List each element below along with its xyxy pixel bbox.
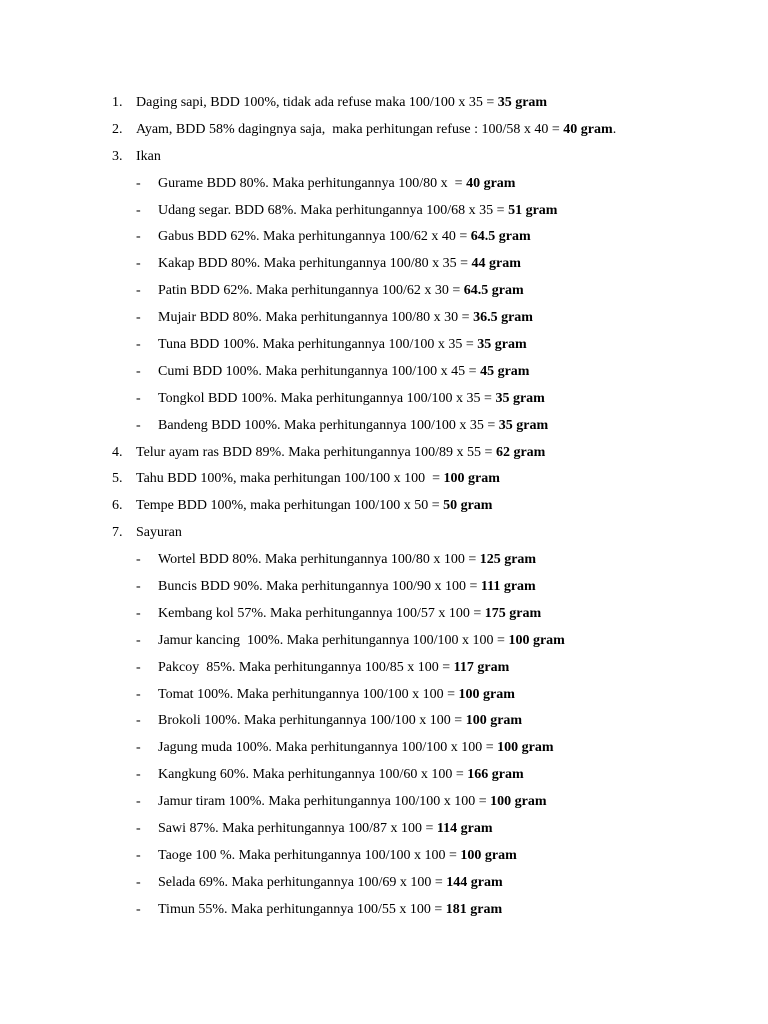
item-text	[158, 577, 536, 597]
item-calculation: Sayuran	[136, 525, 182, 541]
item-text	[158, 631, 565, 651]
item-calculation: Tempe BDD 100%, maka perhitungan 100/100 x 50 =	[136, 498, 444, 514]
item-result: 100 gram	[465, 713, 523, 729]
item-text	[158, 416, 548, 436]
item-text	[158, 174, 515, 194]
sub-list-item	[112, 416, 752, 443]
list-item	[112, 523, 752, 550]
item-result: 51 gram	[508, 202, 558, 218]
item-result: 64.5 gram	[463, 283, 524, 299]
item-result: 100 gram	[508, 632, 565, 648]
dash-bullet: -	[136, 605, 141, 621]
item-text	[158, 900, 502, 920]
item-text	[158, 873, 503, 893]
item-text	[158, 281, 524, 301]
item-result: 125 gram	[479, 552, 537, 568]
dash-bullet: -	[136, 740, 141, 756]
item-text	[158, 227, 531, 247]
item-calculation: Cumi BDD 100%. Maka perhitungannya 100/100 x 45 =	[158, 363, 481, 379]
item-text	[136, 443, 545, 463]
item-result: 35 gram	[498, 417, 549, 433]
item-calculation: Kangkung 60%. Maka perhitungannya 100/60 x 100 =	[158, 767, 468, 783]
item-result: 114 gram	[436, 821, 493, 837]
list-number: 5.	[112, 471, 123, 487]
dash-bullet: -	[136, 632, 141, 648]
item-calculation: Timun 55%. Maka perhitungannya 100/55 x 100 =	[158, 901, 446, 917]
item-calculation: Daging sapi, BDD 100%, tidak ada refuse maka 100/100 x 35 =	[136, 95, 498, 110]
list-number: 7.	[112, 525, 123, 541]
item-calculation: Jamur tiram 100%. Maka perhitungannya 100/100 x 100 =	[158, 794, 491, 810]
sub-list-item	[112, 846, 752, 873]
item-result: 175 gram	[484, 605, 542, 621]
list-number: 2.	[112, 121, 123, 137]
sub-list-item	[112, 738, 752, 765]
dash-bullet: -	[136, 847, 141, 863]
item-result: 35 gram	[495, 390, 545, 406]
item-calculation: Jamur kancing 100%. Maka perhitungannya 100/100 x 100 =	[158, 632, 509, 648]
dash-bullet: -	[136, 659, 141, 675]
item-calculation: Tomat 100%. Maka perhitungannya 100/100 x 100 =	[158, 686, 459, 702]
calculation-list	[112, 93, 752, 927]
item-calculation: Tahu BDD 100%, maka perhitungan 100/100 x 100 =	[136, 471, 444, 487]
dash-bullet: -	[136, 686, 141, 702]
item-text	[158, 308, 533, 328]
dash-bullet: -	[136, 310, 141, 326]
item-result: 64.5 gram	[470, 229, 531, 245]
item-text	[158, 604, 541, 624]
list-number: 4.	[112, 444, 123, 460]
list-item	[112, 93, 752, 120]
sub-list-item	[112, 550, 752, 577]
item-result: 50 gram	[443, 498, 493, 514]
dash-bullet: -	[136, 283, 141, 299]
item-calculation: Tongkol BDD 100%. Maka perhitungannya 100/100 x 35 =	[158, 390, 496, 406]
item-calculation: Brokoli 100%. Maka perhitungannya 100/100 x 100 =	[158, 713, 466, 729]
dash-bullet: -	[136, 363, 141, 379]
item-text	[158, 765, 524, 785]
dash-bullet: -	[136, 821, 141, 837]
item-result: 100 gram	[497, 740, 554, 756]
sub-list-item	[112, 335, 752, 362]
dash-bullet: -	[136, 767, 141, 783]
sub-list-item	[112, 577, 752, 604]
dash-bullet: -	[136, 901, 141, 917]
item-calculation: Ikan	[136, 148, 161, 164]
item-result: 117 gram	[453, 659, 510, 675]
sub-list-item	[112, 685, 752, 712]
item-text	[158, 201, 557, 221]
item-calculation: Wortel BDD 80%. Maka perhitungannya 100/80 x 100 =	[158, 552, 480, 568]
item-calculation: Patin BDD 62%. Maka perhitungannya 100/62 x 30 =	[158, 283, 464, 299]
item-text	[158, 685, 515, 705]
sub-list-item	[112, 227, 752, 254]
dash-bullet: -	[136, 390, 141, 406]
item-text	[158, 738, 554, 758]
sub-list-item	[112, 900, 752, 927]
sub-list-item	[112, 281, 752, 308]
dash-bullet: -	[136, 874, 141, 890]
dash-bullet: -	[136, 579, 141, 595]
sub-list-item	[112, 389, 752, 416]
item-result: 44 gram	[471, 256, 521, 272]
sub-list-item	[112, 362, 752, 389]
item-text	[158, 711, 522, 731]
item-text	[158, 389, 545, 409]
item-result: 166 gram	[467, 767, 524, 783]
sub-list-item	[112, 201, 752, 228]
list-item	[112, 147, 752, 174]
item-calculation: Buncis BDD 90%. Maka perhitungannya 100/90 x 100 =	[158, 579, 481, 595]
item-calculation: Gurame BDD 80%. Maka perhitungannya 100/80 x =	[158, 175, 467, 191]
item-text	[136, 496, 492, 516]
item-text	[136, 469, 500, 489]
dash-bullet: -	[136, 202, 141, 218]
list-number: 1.	[112, 95, 123, 110]
item-result: 111 gram	[480, 579, 536, 595]
item-text	[158, 335, 527, 355]
sub-list-item	[112, 308, 752, 335]
dash-bullet: -	[136, 229, 141, 245]
item-text	[136, 93, 547, 113]
item-result: 40 gram	[563, 121, 613, 137]
sub-list-item	[112, 819, 752, 846]
list-number: 6.	[112, 498, 123, 514]
item-text	[158, 550, 536, 570]
dash-bullet: -	[136, 552, 141, 568]
item-calculation: Selada 69%. Maka perhitungannya 100/69 x 100 =	[158, 874, 447, 890]
dash-bullet: -	[136, 417, 141, 433]
dash-bullet: -	[136, 794, 141, 810]
item-result: 35 gram	[497, 95, 548, 110]
item-text	[136, 120, 616, 140]
item-text	[158, 254, 521, 274]
sub-list-item	[112, 174, 752, 201]
item-text	[158, 792, 547, 812]
dash-bullet: -	[136, 713, 141, 729]
item-result: 100 gram	[460, 847, 517, 863]
item-result: 36.5 gram	[473, 310, 533, 326]
sub-list-item	[112, 711, 752, 738]
item-result: 100 gram	[490, 794, 547, 810]
sub-list-item	[112, 792, 752, 819]
item-calculation: Telur ayam ras BDD 89%. Maka perhitungannya 100/89 x 55 =	[136, 444, 496, 460]
item-calculation: Pakcoy 85%. Maka perhitungannya 100/85 x 100 =	[158, 659, 454, 675]
item-calculation: Udang segar. BDD 68%. Maka perhitungannya 100/68 x 35 =	[158, 202, 509, 218]
sub-list-item	[112, 873, 752, 900]
list-item	[112, 443, 752, 470]
item-calculation: Ayam, BDD 58% dagingnya saja, maka perhitungan refuse : 100/58 x 40 =	[136, 121, 564, 137]
item-result: 35 gram	[477, 337, 527, 353]
item-calculation: Gabus BDD 62%. Maka perhitungannya 100/62 x 40 =	[158, 229, 471, 245]
list-item	[112, 469, 752, 496]
dash-bullet: -	[136, 175, 141, 191]
item-result: 144 gram	[446, 874, 503, 890]
list-item	[112, 496, 752, 523]
item-calculation: Bandeng BDD 100%. Maka perhitungannya 100/100 x 35 =	[158, 417, 499, 433]
item-result: 100 gram	[443, 471, 500, 487]
item-calculation: Jagung muda 100%. Maka perhitungannya 100/100 x 100 =	[158, 740, 498, 756]
list-item	[112, 120, 752, 147]
item-calculation: Taoge 100 %. Maka perhitungannya 100/100 x 100 =	[158, 847, 461, 863]
item-text	[136, 147, 161, 167]
item-result: 100 gram	[458, 686, 515, 702]
item-text	[136, 523, 182, 543]
list-number: 3.	[112, 148, 123, 164]
item-result: 40 gram	[466, 175, 516, 191]
item-calculation: Tuna BDD 100%. Maka perhitungannya 100/100 x 35 =	[158, 337, 478, 353]
item-calculation: Kakap BDD 80%. Maka perhitungannya 100/80 x 35 =	[158, 256, 472, 272]
item-text	[158, 819, 493, 839]
item-result: 62 gram	[495, 444, 546, 460]
item-tail: .	[612, 121, 617, 137]
item-calculation: Mujair BDD 80%. Maka perhitungannya 100/80 x 30 =	[158, 310, 474, 326]
dash-bullet: -	[136, 256, 141, 272]
item-result: 181 gram	[445, 901, 503, 917]
sub-list-item	[112, 658, 752, 685]
sub-list-item	[112, 604, 752, 631]
dash-bullet: -	[136, 337, 141, 353]
item-text	[158, 658, 509, 678]
item-calculation: Kembang kol 57%. Maka perhitungannya 100/57 x 100 =	[158, 605, 485, 621]
sub-list-item	[112, 254, 752, 281]
item-text	[158, 846, 517, 866]
sub-list-item	[112, 631, 752, 658]
sub-list-item	[112, 765, 752, 792]
item-text	[158, 362, 529, 382]
item-result: 45 gram	[480, 363, 530, 379]
item-calculation: Sawi 87%. Maka perhitungannya 100/87 x 100 =	[158, 821, 437, 837]
